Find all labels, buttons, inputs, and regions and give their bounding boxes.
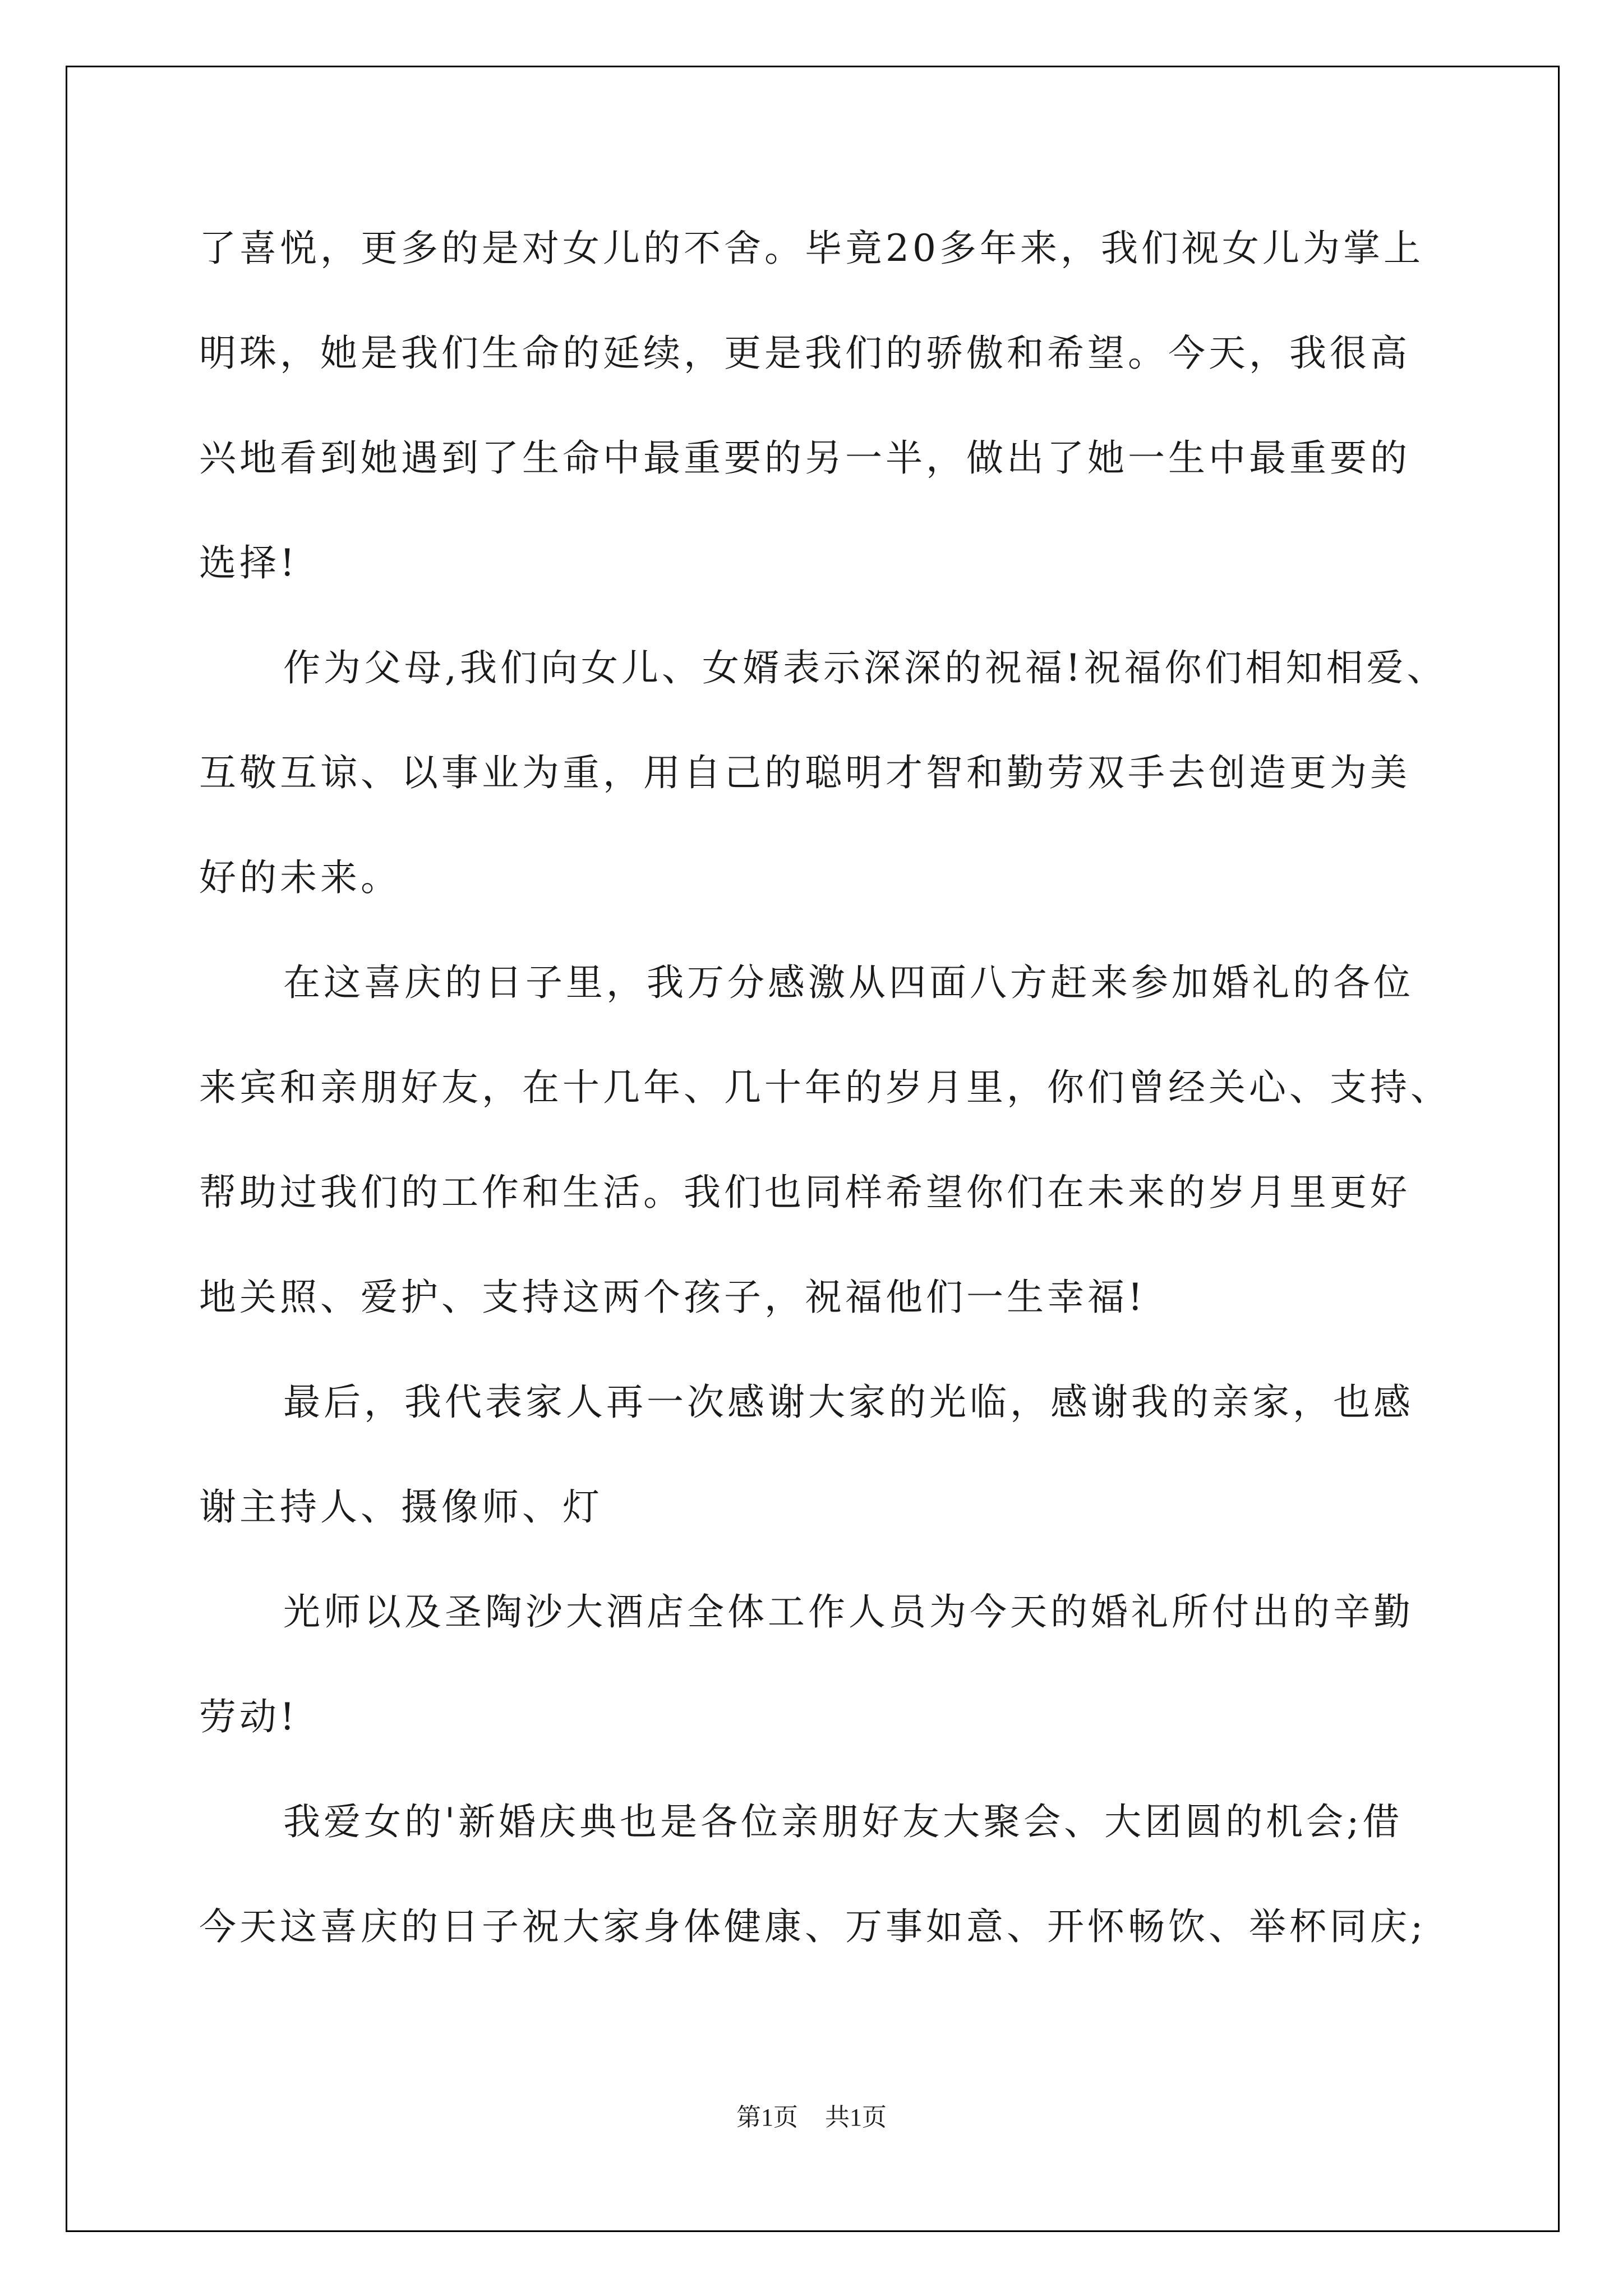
page-number: 第1页 bbox=[736, 2104, 798, 2131]
page-footer bbox=[0, 2097, 1623, 2133]
text-line-7: 好的未来。 bbox=[199, 856, 401, 899]
text-line-2: 明珠，她是我们生命的延续，更是我们的骄傲和希望。今天，我很高 bbox=[199, 332, 1410, 375]
text-line-10: 帮助过我们的工作和生活。我们也同样希望你们在未来的岁月里更好 bbox=[199, 1171, 1410, 1214]
page-total: 共1页 bbox=[825, 2104, 887, 2131]
text-line-8: 在这喜庆的日子里，我万分感激从四面八方赶来参加婚礼的各位 bbox=[283, 961, 1414, 1004]
document-body bbox=[199, 215, 1451, 1998]
text-line-13: 谢主持人、摄像师、灯 bbox=[199, 1485, 603, 1529]
text-line-4: 选择! bbox=[199, 541, 298, 585]
text-line-14: 光师以及圣陶沙大酒店全体工作人员为今天的婚礼所付出的辛勤 bbox=[283, 1590, 1414, 1634]
text-line-9: 来宾和亲朋好友，在十几年、几十年的岁月里，你们曾经关心、支持、 bbox=[199, 1066, 1451, 1109]
text-line-1: 了喜悦，更多的是对女儿的不舍。毕竟20多年来，我们视女儿为掌上 bbox=[199, 227, 1424, 270]
text-line-6: 互敬互谅、以事业为重，用自己的聪明才智和勤劳双手去创造更为美 bbox=[199, 751, 1410, 794]
text-line-5: 作为父母,我们向女儿、女婿表示深深的祝福!祝福你们相知相爱、 bbox=[283, 646, 1447, 689]
text-line-11: 地关照、爱护、支持这两个孩子，祝福他们一生幸福! bbox=[199, 1276, 1146, 1319]
text-line-17: 今天这喜庆的日子祝大家身体健康、万事如意、开怀畅饮、举杯同庆; bbox=[199, 1905, 1427, 1948]
text-line-15: 劳动! bbox=[199, 1695, 298, 1738]
text-line-12: 最后，我代表家人再一次感谢大家的光临，感谢我的亲家，也感 bbox=[283, 1381, 1414, 1424]
text-line-16: 我爱女的'新婚庆典也是各位亲朋好友大聚会、大团圆的机会;借 bbox=[283, 1800, 1403, 1843]
text-line-3: 兴地看到她遇到了生命中最重要的另一半，做出了她一生中最重要的 bbox=[199, 436, 1410, 480]
